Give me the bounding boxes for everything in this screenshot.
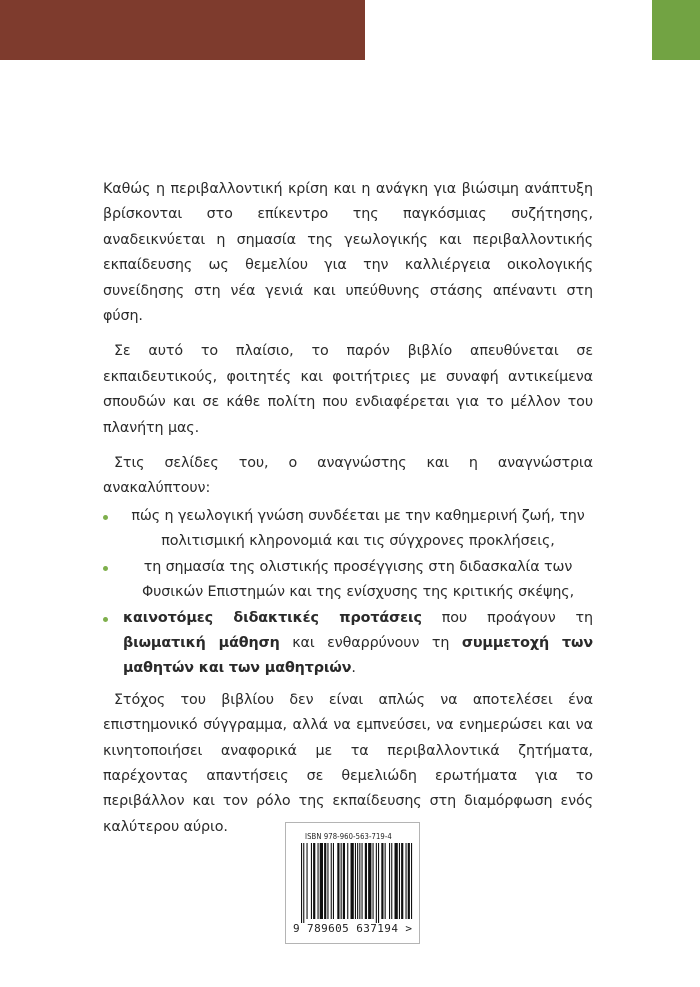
bullet-dot-icon xyxy=(103,617,108,622)
paragraph-audience: Σε αυτό το πλαίσιο, το παρόν βιβλίο απευθύνεται σε εκπαιδευτικούς, φοιτητές και φοιτήτριες με συναφή αντικείμενα σπουδών και σε κάθε πολίτη που ενδιαφέρεται για το μέλλον του πλανήτη μας. xyxy=(103,343,593,436)
bullet-dot-icon xyxy=(103,515,108,520)
paragraph-intro: Καθώς η περιβαλλοντική κρίση και η ανάγκη για βιώσιμη ανάπτυξη βρίσκονται στο επίκεντρο της παγκόσμιας συζήτησης, αναδεικνύεται η σημασία της γεωλογικής και περιβαλλοντικής εκπαίδευσης ως θεμελίου για την καλλιέργεια οικολογικής συνείδησης στη νέα γενιά και υπεύθυνης στάσης απέναντι στη φύση. xyxy=(103,181,593,325)
paragraph-lead-in: Στις σελίδες του, ο αναγνώστης και η αναγνώστρια ανακαλύπτουν: xyxy=(103,455,593,497)
bullet-dot-icon xyxy=(103,566,108,571)
list-item xyxy=(103,555,593,606)
barcode-icon xyxy=(293,843,413,923)
list-item-text: . xyxy=(351,660,356,677)
list-item-text: τη σημασία της ολιστικής προσέγγισης στη διδασκαλία των Φυσικών Επιστημών και της ενίσχυσης της κριτικής σκέψης, xyxy=(141,558,575,601)
list-item xyxy=(103,504,593,555)
back-cover-text xyxy=(103,177,593,840)
list-item-text: που προάγουν τη xyxy=(421,609,594,626)
emphasis-student-participation: συμμετοχή των μαθητών και των μαθητριών xyxy=(123,634,593,677)
paragraph-goal: Στόχος του βιβλίου δεν είναι απλώς να αποτελέσει ένα επιστημονικό σύγγραμμα, αλλά να εμπνεύσει, να ενημερώσει και να κινητοποιήσει αναφορικά με τα περιβαλλοντικά ζητήματα, παρέχοντας απαντήσεις σε θεμελιώδη ερωτήματα για το περιβάλλον και τον ρόλο της εκπαίδευσης στη διαμόρφωση ενός καλύτερου αύριο. xyxy=(103,691,593,835)
emphasis-innovative-proposals: καινοτόμες διδακτικές προτάσεις xyxy=(123,609,422,626)
emphasis-experiential-learning: βιωματική μάθηση xyxy=(123,634,280,651)
list-item-text: πώς η γεωλογική γνώση συνδέεται με την καθημερινή ζωή, την πολιτισμική κληρονομιά και τις σύγχρονες προκλήσεις, xyxy=(131,507,585,550)
isbn-label: ISBN 978-960-563-719-4 xyxy=(305,832,392,841)
top-left-color-band xyxy=(0,0,365,60)
list-item xyxy=(103,606,593,682)
top-right-color-band xyxy=(652,0,700,60)
barcode-digits: 9 789605 637194 > xyxy=(293,922,413,935)
list-item-text: και ενθαρρύνουν τη xyxy=(279,634,462,651)
topics-list xyxy=(103,504,593,682)
